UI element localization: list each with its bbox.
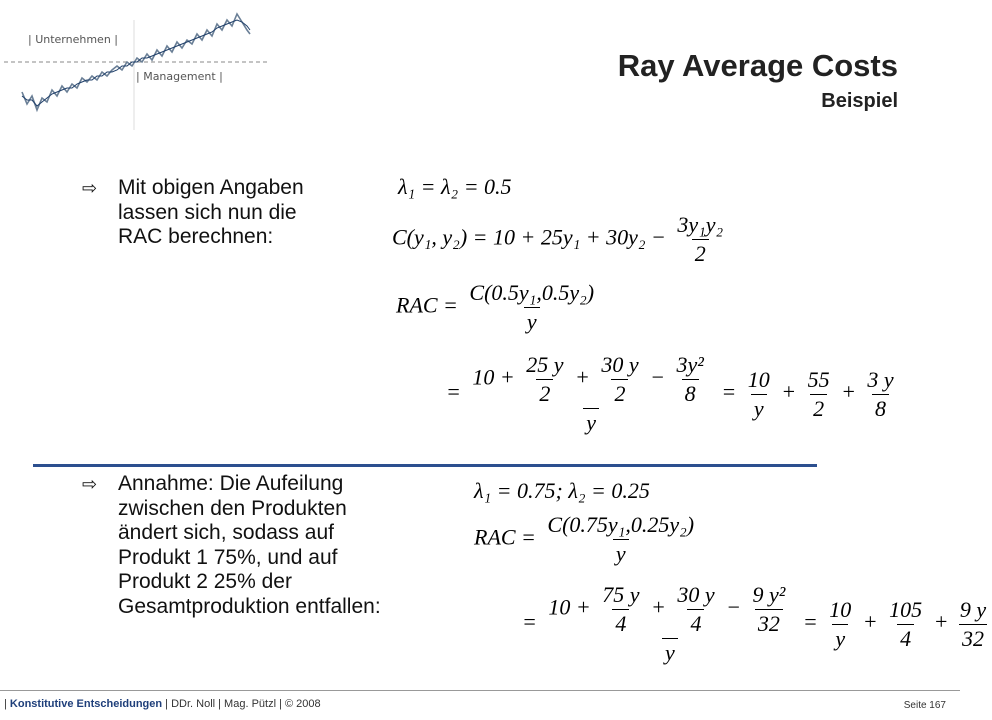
equation-lambda-1: λ₁ = λ₂ = 0.5 [398,174,512,199]
fraction-numerator: 105 [889,596,923,622]
arrow-right-icon: ⇨ [82,178,98,198]
footer-divider [0,690,960,691]
fraction [674,212,726,267]
equation-text: + [862,609,878,635]
fraction [466,280,597,335]
fraction-denominator: 8 [872,394,889,422]
fraction-numerator [545,582,794,638]
equation-text: RAC = [396,292,458,318]
page-number: Seite 167 [903,700,946,711]
fraction-numerator: 75 y [602,582,640,607]
equation-text: − [650,364,665,390]
logo-label-management: | Management | [136,70,223,83]
fraction-numerator: 10 [747,366,770,392]
equation-rac-definition [396,280,600,335]
fraction-main [469,352,712,436]
fraction-denominator: y [662,638,678,666]
fraction-numerator: 30 y [677,582,715,607]
footer-section: Konstitutive Entscheidungen [9,698,163,710]
fraction-numerator: 9 y² [752,582,786,607]
equation-text: = [721,379,737,405]
fraction [805,367,833,422]
fraction-numerator: 3y₁y₂ [677,212,724,237]
equation-text: + [841,379,856,405]
fraction-denominator: 32 [959,624,987,652]
bullet-line: Produkt 1 75%, und auf [118,545,338,569]
fraction-numerator: 25 y [526,352,564,377]
fraction-denominator: 2 [692,239,709,267]
fraction [886,597,925,652]
fraction-numerator: 55 [807,366,830,392]
fraction-denominator: y [832,624,848,652]
bullet-line: zwischen den Produkten [118,496,347,520]
fraction-denominator: y [613,539,629,567]
fraction-denominator: 2 [810,394,827,422]
stock-chart-logo [0,0,280,130]
footer-separator: | [4,698,10,710]
fraction-denominator: 4 [687,609,704,637]
fraction-numerator [469,352,712,408]
fraction [598,352,641,407]
fraction [749,582,788,637]
fraction-denominator: 2 [611,379,628,407]
equation-text: RAC = [474,524,536,550]
arrow-right-icon: ⇨ [82,474,98,494]
bullet-line: Produkt 2 25% der [118,570,292,593]
slide-subtitle: Beispiel [821,90,898,112]
equation-lambda-2: λ₁ = 0.75; λ₂ = 0.25 [474,478,650,503]
fraction-numerator: C(0.5y₁,0.5y₂) [469,280,595,305]
fraction-numerator: 10 [829,596,852,622]
equation-text: C(y₁, y₂) = 10 + 25y₁ + 30y₂ − [392,224,666,250]
equation-rac2-definition [474,512,700,567]
section-divider [33,464,817,467]
slide-title: Ray Average Costs [617,48,898,83]
fraction [745,367,773,422]
equation-text: − [726,594,741,620]
fraction-numerator: 3y² [676,352,704,377]
fraction-main [545,582,794,666]
fraction [674,582,717,637]
bullet-line: Gesamtproduktion entfallen: [118,594,381,618]
fraction [864,367,896,422]
fraction-denominator: 2 [536,379,553,407]
fraction-denominator: 32 [755,609,783,637]
bullet-1 [82,176,304,250]
equation-text: = [802,609,818,635]
fraction-denominator: y [751,394,767,422]
fraction-denominator: 4 [897,624,914,652]
fraction-denominator: y [524,307,540,335]
equation-cost-function [392,212,729,267]
fraction-numerator: 30 y [601,352,639,377]
fraction-numerator: 9 y [959,596,987,622]
bullet-line: lassen sich nun die [118,200,297,224]
fraction-denominator: 4 [612,609,629,637]
fraction [826,597,854,652]
equation-text: = [522,609,537,635]
footer-text [4,698,321,710]
equation-text: + [781,379,797,405]
equation-text: + [574,364,590,390]
bullet-line: Mit obigen Angaben [118,176,304,199]
equation-text: 10 + [548,594,591,620]
fraction [599,582,642,637]
equation-rac-expanded [446,352,900,436]
fraction [957,597,989,652]
fraction [523,352,566,407]
fraction-denominator: y [583,408,599,436]
bullet-line: Annahme: Die Aufeilung [118,472,344,495]
bullet-line: ändert sich, sodass auf [118,521,334,544]
bullet-line: RAC berechnen: [118,225,274,248]
bullet-2 [82,472,381,619]
logo-label-unternehmen: | Unternehmen | [28,33,119,46]
equation-text: + [933,609,949,635]
equation-rac2-expanded [522,582,992,666]
fraction-numerator: 3 y [867,366,894,392]
equation-text: 10 + [472,364,515,390]
fraction-numerator: C(0.75y₁,0.25y₂) [547,512,695,537]
equation-text: + [650,594,666,620]
fraction [673,352,706,407]
equation-text: = [446,379,461,405]
fraction [544,512,697,567]
fraction-denominator: 8 [682,379,699,407]
footer-authors: | DDr. Noll | Mag. Pützl | © 2008 [165,698,321,710]
